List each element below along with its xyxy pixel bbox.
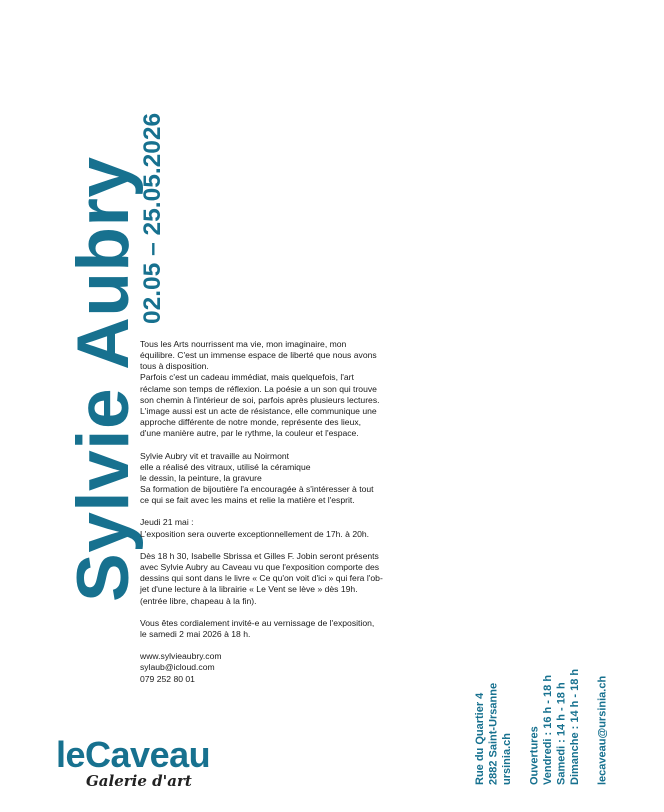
text-line: Vous êtes cordialement invité-e au vernissage de l'exposition,	[140, 617, 375, 628]
text-line: avec Sylvie Aubry au Caveau vu que l'exposition comporte des	[140, 562, 380, 573]
email-link[interactable]: sylaub@icloud.com	[140, 662, 215, 673]
text-line: Tous les Arts nourrissent ma vie, mon imaginaire, mon	[140, 339, 347, 349]
vernissage-paragraph	[140, 618, 410, 640]
gallery-website[interactable]: ursinia.ch	[501, 733, 514, 785]
reading-paragraph	[140, 551, 410, 607]
text-line: L'exposition sera ouverte exceptionnellement de 17h. à 20h.	[140, 528, 370, 539]
hours-line: Samedi : 14 h - 18 h	[555, 682, 568, 785]
text-line: (entrée libre, chapeau à la fin).	[140, 595, 257, 606]
contact-paragraph	[140, 651, 410, 684]
text-line: ce qui se fait avec les mains et relie la matière et l'esprit.	[140, 495, 355, 506]
gallery-info	[474, 655, 614, 785]
text-line: réclame son temps de réflexion. La poésie a un son qui trouve	[140, 383, 377, 394]
artist-name: Sylvie Aubry	[63, 156, 144, 602]
text-line: Parfois c'est un cadeau immédiat, mais quelquefois, l'art	[140, 372, 354, 383]
logo-subtitle: Galerie d'art	[86, 772, 192, 790]
text-line: son chemin à l'intérieur de soi, parfois après plusieurs lectures.	[140, 394, 380, 405]
bio-paragraph	[140, 451, 410, 507]
hours-heading: Ouvertures	[528, 726, 541, 785]
text-line: le samedi 2 mai 2026 à 18 h.	[140, 629, 251, 639]
text-line: Dès 18 h 30, Isabelle Sbrissa et Gilles F. Jobin seront présents	[140, 550, 379, 561]
gallery-logo	[56, 734, 211, 790]
text-line: jet d'une lecture à la librairie « Le Vent se lève » dès 19h.	[140, 584, 358, 595]
address-line: Rue du Quartier 4	[474, 692, 486, 785]
text-line: d'une manière autre, par le rythme, la couleur et l'espace.	[140, 428, 359, 439]
phone-number: 079 252 80 01	[140, 673, 195, 684]
hours-line: Vendredi : 16 h - 18 h	[541, 674, 554, 785]
exhibition-dates: 02.05 – 25.05.2026	[139, 112, 166, 324]
gallery-email[interactable]: lecaveau@ursinia.ch	[596, 675, 609, 785]
text-line: le dessin, la peinture, la gravure	[140, 472, 262, 483]
special-opening-paragraph	[140, 517, 410, 539]
description	[140, 339, 410, 696]
text-line: Sa formation de bijoutière l'a encouragée à s'intéresser à tout	[140, 484, 374, 495]
hours-line: Dimanche : 14 h - 18 h	[569, 668, 582, 785]
logo-name: leCaveau	[56, 734, 211, 775]
intro-paragraph	[140, 339, 410, 439]
text-line: elle a réalisé des vitraux, utilisé la céramique	[140, 461, 311, 472]
address-line: 2882 Saint-Ursanne	[487, 682, 500, 785]
text-line: équilibre. C'est un immense espace de liberté que nous avons	[140, 350, 377, 361]
text-line: Sylvie Aubry vit et travaille au Noirmont	[140, 450, 290, 461]
text-line: dessins qui sont dans le livre « Ce qu'on voit d'ici » qui fera l'ob-	[140, 573, 383, 584]
text-line: Jeudi 21 mai :	[140, 517, 194, 528]
text-line: tous à disposition.	[140, 361, 209, 372]
text-line: approche différente de notre monde, représente des lieux,	[140, 417, 362, 428]
website-link[interactable]: www.sylvieaubry.com	[140, 651, 222, 662]
text-line: L'image aussi est un acte de résistance, elle communique une	[140, 405, 377, 416]
